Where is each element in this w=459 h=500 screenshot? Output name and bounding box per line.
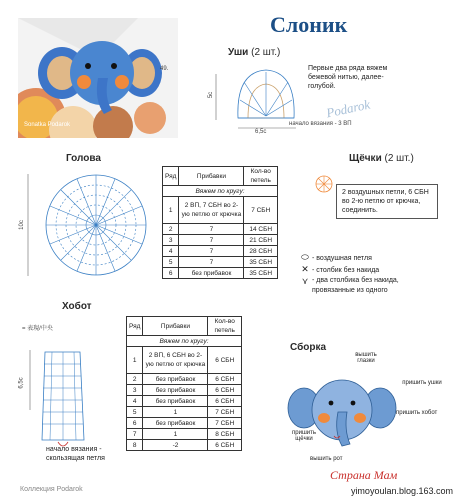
cheeks-heading-text: Щёчки — [349, 153, 382, 164]
ears-dim-width: 6,5c — [255, 129, 267, 135]
label-trunk: пришить хобот — [396, 410, 438, 416]
legend-item: ⬭ - воздушная петля — [298, 252, 448, 264]
head-diagram — [20, 168, 152, 284]
head-table-header — [163, 167, 278, 186]
photo-number: 49. — [160, 66, 169, 72]
ears-start-note: начало вязания - 3 ВП — [289, 121, 352, 127]
ears-note: Первые два ряда вяжем бежевой нитью, далее-голубой. — [308, 65, 388, 90]
label-eyes: вышить глазки — [355, 352, 377, 364]
table-row: 5 7 35 СБН — [163, 257, 278, 268]
table-row: 6 без прибавок 35 СБН — [163, 268, 278, 279]
brand-logo-text: Страна Мам — [330, 468, 398, 482]
ears-count: (2 шт.) — [251, 47, 281, 58]
table-row: 3 без прибавок 6 СБН — [127, 385, 242, 396]
table-row: 5 1 7 СБН — [127, 407, 242, 418]
trunk-col-stitches: Кол-во петель — [208, 317, 242, 336]
head-col-row: Ряд — [163, 167, 179, 186]
collection-credit: Коллекция Podarok — [20, 486, 83, 493]
table-row: 6 без прибавок 7 СБН — [127, 418, 242, 429]
trunk-diagram — [20, 340, 110, 452]
legend-item: ✕ - столбик без накида — [298, 264, 448, 276]
cheeks-heading — [349, 153, 414, 164]
label-mouth: вышить рот — [310, 456, 343, 462]
table-row: 4 без прибавок 6 СБН — [127, 396, 242, 407]
head-table — [162, 166, 278, 279]
ears-heading — [228, 47, 280, 58]
label-cheeks: пришить щёчки — [292, 430, 316, 442]
photo-caption: Sonatka Podarok — [24, 122, 71, 128]
assembly-elephant-drawing — [284, 370, 404, 460]
trunk-start-note: начало вязания - скользящая петля — [46, 446, 105, 462]
trunk-col-row: Ряд — [127, 317, 143, 336]
head-col-stitches: Кол-во петель — [244, 167, 278, 186]
table-row: 2 без прибавок 6 СБН — [127, 374, 242, 385]
trunk-heading: Хобот — [62, 301, 92, 312]
trunk-table-subheader: Вяжем по кругу: — [127, 336, 242, 347]
trunk-table — [126, 316, 242, 451]
ears-heading-text: Уши — [228, 47, 249, 58]
head-heading: Голова — [66, 153, 101, 164]
double-x-icon: ⋎ — [301, 276, 309, 286]
cheeks-note: 2 воздушных петли, 6 СБН во 2-ю петлю от крючка, соединить. — [336, 184, 438, 219]
label-ears: пришить ушки — [402, 380, 442, 386]
trunk-tiny-label: = 表現/中央 — [22, 326, 53, 332]
head-dim: 10c — [18, 220, 25, 230]
legend — [298, 252, 448, 296]
trunk-table-header — [127, 317, 242, 336]
table-row: 2 7 14 СБН — [163, 224, 278, 235]
table-row: 1 2 ВП, 6 СБН во 2-ую петлю от крючка 6 СБН — [127, 347, 242, 374]
table-row: 3 7 21 СБН — [163, 235, 278, 246]
cheeks-count: (2 шт.) — [384, 153, 414, 164]
table-row: 1 2 ВП, 7 СБН во 2-ую петлю от крючка 7 СБН — [163, 197, 278, 224]
trunk-dim: 6,5c — [18, 377, 25, 389]
oval-icon: ⬭ — [301, 252, 309, 262]
x-icon: ✕ — [301, 264, 309, 274]
table-row: 8 -2 6 СБН — [127, 440, 242, 451]
cheek-diagram — [312, 172, 336, 196]
head-col-increases: Прибавки — [179, 167, 244, 186]
legend-item: ⋎ - два столбика без накида, провязанные из одного — [298, 276, 448, 296]
elephant-photo — [18, 18, 178, 138]
page-title: Слоник — [270, 12, 348, 37]
assembly-heading: Сборка — [290, 342, 327, 353]
blog-url: yimoyoulan.blog.163.com — [350, 486, 453, 496]
table-row: 4 7 28 СБН — [163, 246, 278, 257]
trunk-col-increases: Прибавки — [143, 317, 208, 336]
ears-dim-height: 5c — [208, 91, 215, 99]
head-table-subheader: Вяжем по кругу: — [163, 186, 278, 197]
watermark: Podarok — [324, 96, 372, 121]
table-row: 7 1 8 СБН — [127, 429, 242, 440]
